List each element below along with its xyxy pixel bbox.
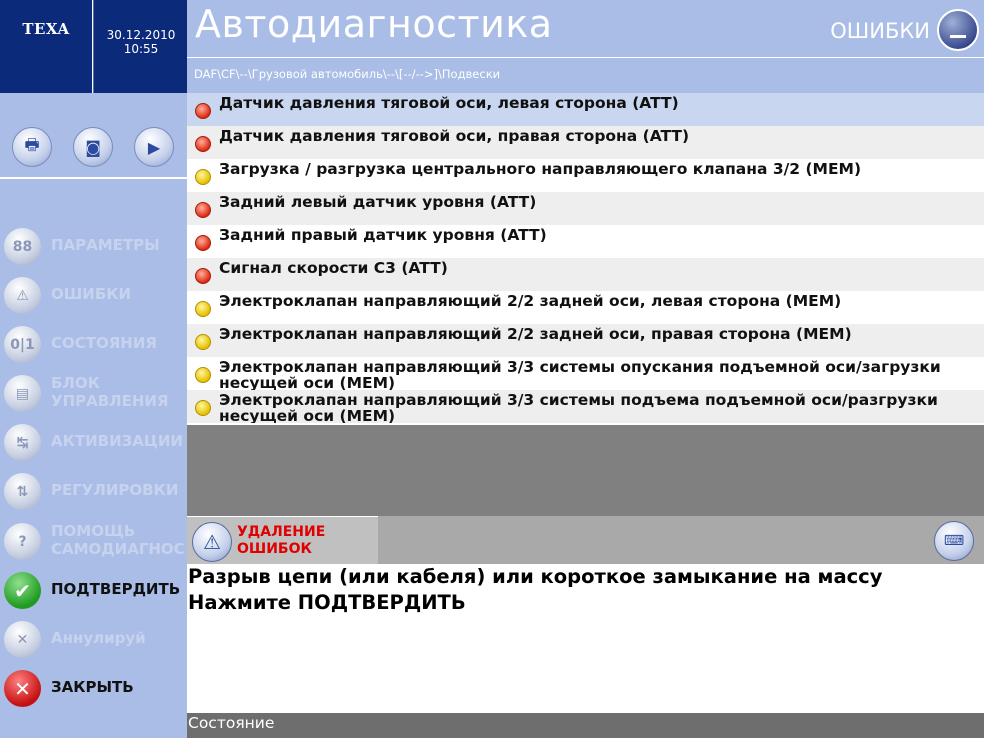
menu-item-activations[interactable] [0, 422, 187, 467]
adjustment-icon: ⇅ [4, 473, 41, 510]
error-row[interactable] [187, 324, 984, 357]
menu-item-parameters[interactable] [0, 226, 187, 271]
error-row[interactable] [187, 93, 984, 126]
error-row[interactable] [187, 357, 984, 390]
control-unit-icon: ▤ [4, 375, 41, 412]
minimize-button[interactable] [937, 9, 979, 51]
section-title: ОШИБКИ [830, 19, 930, 43]
menu-item-label [51, 374, 169, 410]
yellow-status-icon [195, 334, 211, 350]
time-label: 10:55 [123, 42, 159, 56]
menu-item-label: АКТИВИЗАЦИИ [51, 432, 183, 450]
check-icon: ✔ [4, 572, 41, 609]
app-title: Автодиагностика [195, 2, 553, 46]
menu-item-adjustments[interactable] [0, 471, 187, 516]
printer-icon: 🖶 [24, 134, 40, 154]
menu-item-label: СОСТОЯНИЯ [51, 334, 157, 352]
red-status-icon [195, 202, 211, 218]
delete-errors-button[interactable] [187, 516, 378, 565]
error-text: Электроклапан направляющий 3/3 системы опускания подъемной оси/загрузки несущей оси (MEM) [219, 359, 941, 390]
menu-item-confirm[interactable] [0, 570, 187, 615]
parameters-icon: 88 [4, 228, 41, 265]
error-list [187, 93, 984, 425]
date-label: 30.12.2010 [106, 28, 176, 42]
breadcrumb-bar [187, 57, 984, 93]
status-bar [187, 713, 984, 738]
play-icon: ▶ [147, 137, 161, 157]
error-row[interactable] [187, 126, 984, 159]
keyboard-button[interactable] [934, 521, 974, 561]
divider [0, 177, 187, 179]
menu-item-label-line2: САМОДИАГНОС [51, 540, 185, 558]
warning-icon: ⚠ [4, 277, 41, 314]
list-empty-area [187, 425, 984, 516]
error-text: Задний левый датчик уровня (ATT) [219, 194, 537, 211]
yellow-status-icon [195, 301, 211, 317]
error-row[interactable] [187, 225, 984, 258]
yellow-status-icon [195, 400, 211, 416]
yellow-status-icon [195, 169, 211, 185]
red-status-icon [195, 136, 211, 152]
menu-item-control-unit[interactable] [0, 373, 187, 418]
camera-button[interactable] [73, 127, 113, 167]
error-text: Электроклапан направляющий 3/3 системы подъема подъемной оси/разгрузки несущей оси (MEM) [219, 392, 938, 423]
status-label: Состояние [188, 714, 275, 732]
texa-logo [0, 0, 92, 93]
error-row[interactable] [187, 159, 984, 192]
menu-item-label: Аннулируй [51, 629, 146, 647]
yellow-status-icon [195, 367, 211, 383]
red-status-icon [195, 235, 211, 251]
logo-text: TEXA [22, 20, 70, 38]
delete-errors-label-line1: УДАЛЕНИЕ [237, 524, 326, 540]
error-row[interactable] [187, 258, 984, 291]
delete-errors-label [237, 524, 325, 558]
print-button[interactable] [12, 127, 52, 167]
error-row[interactable] [187, 291, 984, 324]
menu-item-label [51, 522, 185, 558]
menu-item-cancel[interactable] [0, 619, 187, 664]
menu-item-label-line1: БЛОК [51, 374, 100, 392]
error-row[interactable] [187, 390, 984, 423]
error-text: Электроклапан направляющий 2/2 задней оси, левая сторона (MEM) [219, 293, 842, 310]
message-line: Разрыв цепи (или кабеля) или короткое замыкание на массу [188, 565, 883, 588]
menu-item-label-line1: ПОМОЩЬ [51, 522, 136, 540]
sidebar [0, 93, 187, 738]
error-row[interactable] [187, 192, 984, 225]
delete-errors-label-line2: ОШИБОК [237, 541, 312, 557]
menu-item-close[interactable] [0, 668, 187, 713]
menu-item-label: ПАРАМЕТРЫ [51, 236, 160, 254]
keyboard-icon: ⌨ [943, 533, 965, 549]
menu-item-help[interactable] [0, 521, 187, 566]
action-bar [187, 516, 984, 564]
red-status-icon [195, 103, 211, 119]
states-icon: 0|1 [4, 326, 41, 363]
menu-item-label: ЗАКРЫТЬ [51, 678, 134, 696]
help-icon: ? [4, 523, 41, 560]
message-panel [187, 564, 984, 713]
warning-icon: ⚠ [192, 522, 232, 562]
menu-item-label: РЕГУЛИРОВКИ [51, 481, 179, 499]
error-text: Датчик давления тяговой оси, левая сторона (ATT) [219, 95, 679, 112]
close-icon: ✕ [4, 670, 41, 707]
menu-item-errors[interactable] [0, 275, 187, 320]
error-text: Датчик давления тяговой оси, правая сторона (ATT) [219, 128, 690, 145]
datetime-panel [93, 0, 188, 93]
error-text: Загрузка / разгрузка центрального направляющего клапана 3/2 (MEM) [219, 161, 862, 178]
next-button[interactable] [134, 127, 174, 167]
error-text: Сигнал скорости С3 (ATT) [219, 260, 448, 277]
menu-item-states[interactable] [0, 324, 187, 369]
menu-item-label-line2: УПРАВЛЕНИЯ [51, 392, 169, 410]
menu-item-label: ПОДТВЕРДИТЬ [51, 580, 181, 598]
red-status-icon [195, 268, 211, 284]
activation-icon: ↹ [4, 424, 41, 461]
header [187, 0, 984, 57]
breadcrumb: DAF\CF\--\Грузовой автомобиль\--\[--/-->]\Подвески [194, 67, 501, 81]
error-text: Задний правый датчик уровня (ATT) [219, 227, 547, 244]
cancel-icon: ✕ [4, 621, 41, 658]
menu-item-label: ОШИБКИ [51, 285, 132, 303]
message-instruction: Нажмите ПОДТВЕРДИТЬ [188, 591, 466, 614]
camera-icon: ◙ [85, 137, 101, 157]
error-text: Электроклапан направляющий 2/2 задней оси, правая сторона (MEM) [219, 326, 852, 343]
